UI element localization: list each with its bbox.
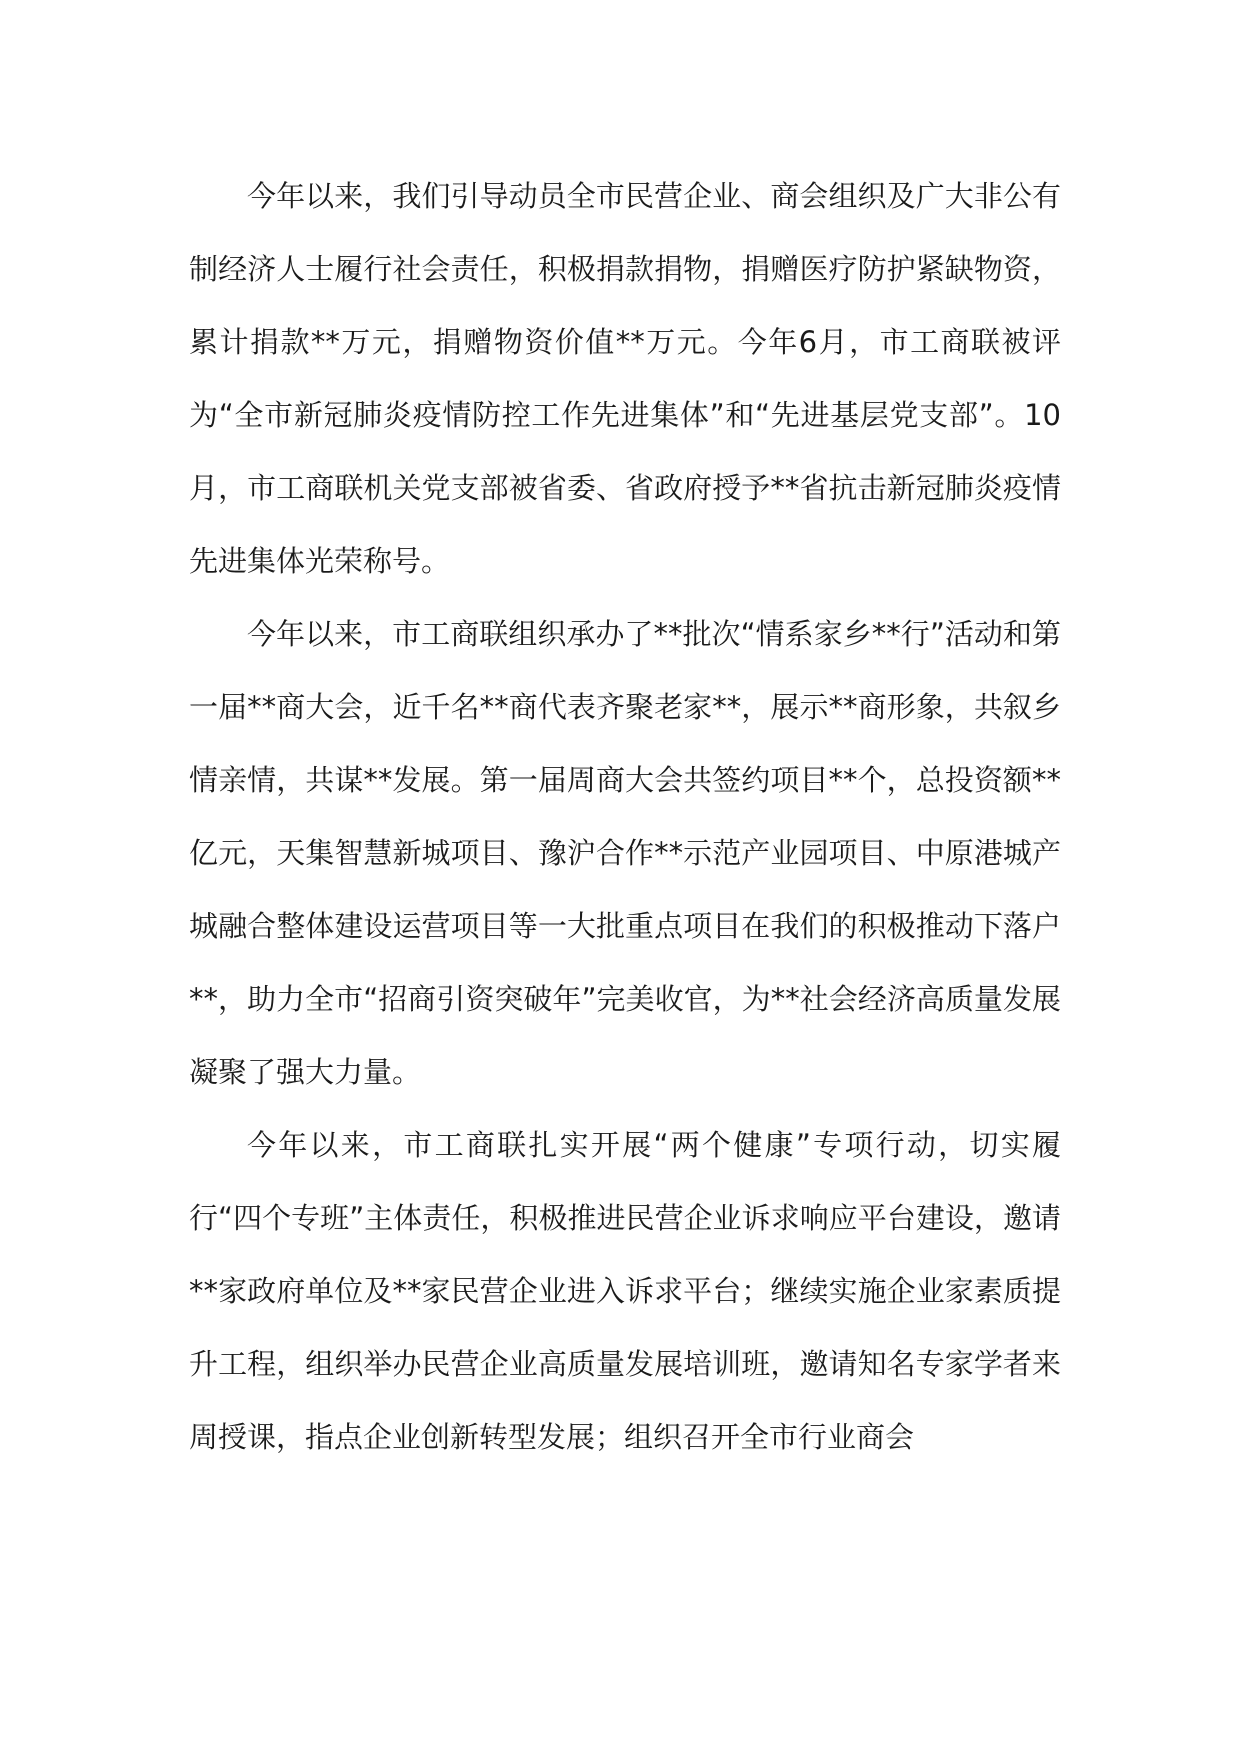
paragraph-1: 今年以来，我们引导动员全市民营企业、商会组织及广大非公有制经济人士履行社会责任，积极捐款捐物，捐赠医疗防护紧缺物资，累计捐款**万元，捐赠物资价值**万元。今年6月，市工商联被评为“全市新冠肺炎疫情防控工作先进集体”和“先进基层党支部”。10月，市工商联机关党支部被省委、省政府授予**省抗击新冠肺炎疫情先进集体光荣称号。	[189, 179, 1061, 578]
paragraph-3: 今年以来，市工商联扎实开展“两个健康”专项行动，切实履行“四个专班”主体责任，积极推进民营企业诉求响应平台建设，邀请**家政府单位及**家民营企业进入诉求平台；继续实施企业家素质提升工程，组织举办民营企业高质量发展培训班，邀请知名专家学者来周授课，指点企业创新转型发展；组织召开全市行业商会	[189, 1128, 1061, 1454]
paragraph-2: 今年以来，市工商联组织承办了**批次“情系家乡**行”活动和第一届**商大会，近千名**商代表齐聚老家**，展示**商形象，共叙乡情亲情，共谋**发展。第一届周商大会共签约项目**个，总投资额**亿元，天集智慧新城项目、豫沪合作**示范产业园项目、中原港城产城融合整体建设运营项目等一大批重点项目在我们的积极推动下落户**，助力全市“招商引资突破年”完美收官，为**社会经济高质量发展凝聚了强大力量。	[189, 617, 1061, 1089]
document-body	[189, 160, 1061, 1474]
